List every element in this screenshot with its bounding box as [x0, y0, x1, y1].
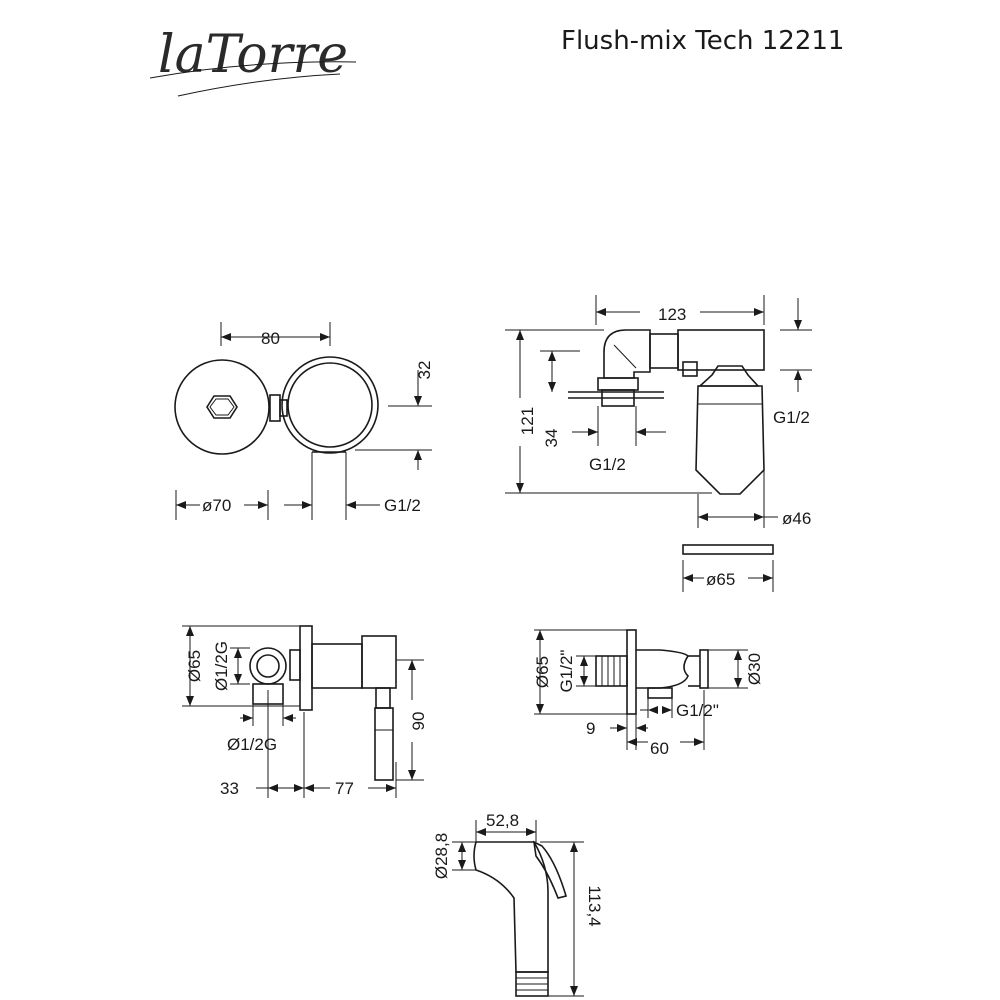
logo-text: laTorre — [158, 25, 349, 85]
dim-valve-offset-left: 33 — [220, 779, 239, 798]
dim-side-length: 123 — [658, 305, 687, 324]
dim-handshower-nozzle-diameter: Ø28,8 — [432, 832, 451, 880]
dim-side-diameter: ø46 — [782, 509, 812, 528]
dim-side-plate-diameter: ø65 — [706, 570, 736, 589]
dim-side-depth: 34 — [542, 428, 561, 448]
brand-logo — [150, 25, 356, 96]
dim-valve-inlet-thread: Ø1/2G — [212, 640, 231, 692]
front-view-drawing — [175, 322, 432, 520]
dim-holder-length: 60 — [650, 739, 669, 758]
dim-holder-thread-horizontal: G1/2" — [676, 701, 719, 720]
dim-front-thread: G1/2 — [384, 496, 421, 515]
dim-side-height: 121 — [518, 406, 537, 436]
handshower-view-drawing — [452, 820, 584, 996]
dim-valve-outlet-thread: Ø1/2G — [227, 735, 278, 754]
dim-holder-diameter: Ø30 — [745, 652, 764, 686]
dim-front-height: 32 — [415, 360, 434, 380]
dim-valve-plate-diameter: Ø65 — [185, 649, 204, 683]
dim-front-plate-diameter: ø70 — [202, 496, 232, 515]
dim-holder-plate-diameter: Ø65 — [533, 655, 552, 689]
dim-valve-offset-right: 77 — [335, 779, 354, 798]
product-title: Flush-mix Tech 12211 — [561, 26, 845, 56]
dim-side-thread-right: G1/2 — [773, 408, 810, 427]
dim-side-thread-left: G1/2 — [589, 455, 626, 474]
dim-valve-lever-height: 90 — [409, 711, 428, 731]
dim-front-width: 80 — [261, 329, 280, 348]
dim-handshower-head-length: 52,8 — [486, 811, 520, 830]
dim-holder-thread-vertical: G1/2" — [557, 649, 576, 693]
dim-holder-offset: 9 — [586, 719, 596, 738]
dim-handshower-total-length: 113,4 — [585, 885, 604, 927]
